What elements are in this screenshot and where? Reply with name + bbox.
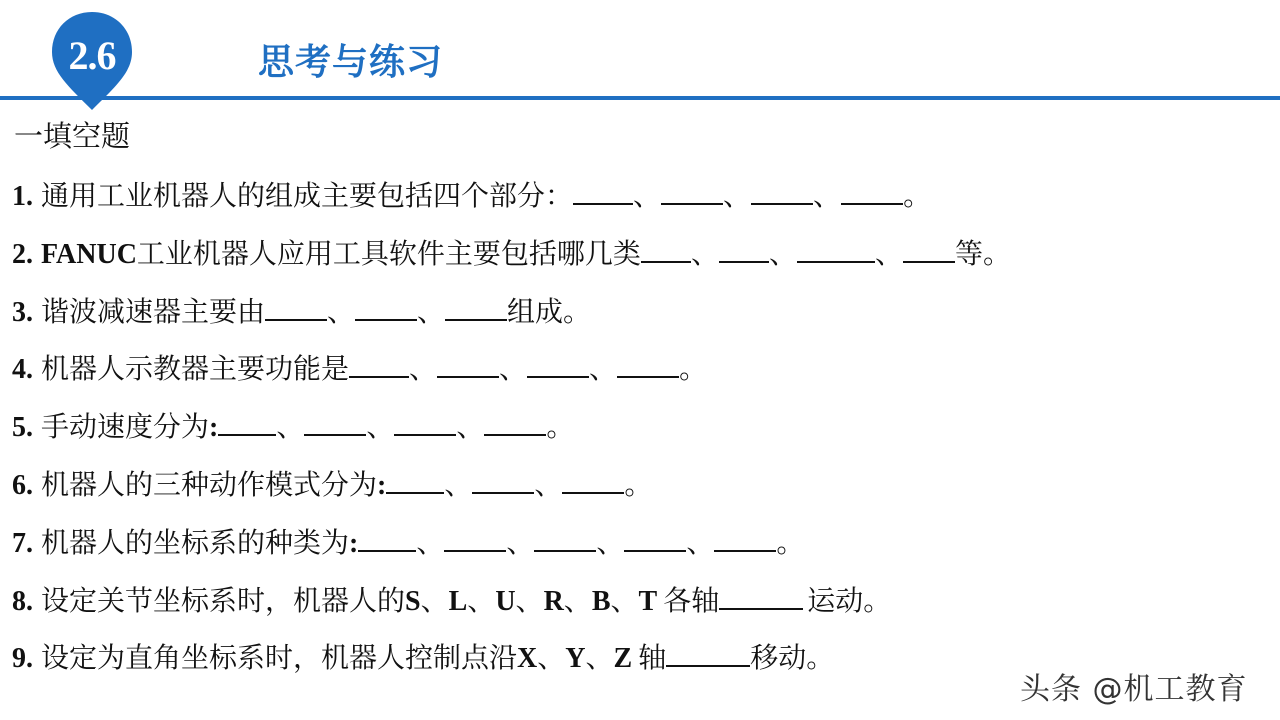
separator: 、 [366, 410, 395, 444]
question-text: 谐波减速器主要由 [41, 294, 266, 328]
separator: 。 [679, 352, 708, 386]
question-number: 7. [12, 527, 33, 559]
answer-blank[interactable] [527, 348, 589, 378]
page-title: 思考与练习 [258, 42, 444, 83]
answer-blank[interactable] [394, 406, 456, 436]
separator: 、 [768, 236, 797, 270]
answer-blank[interactable] [349, 348, 409, 378]
answer-blank[interactable] [304, 406, 366, 436]
answer-blank[interactable] [484, 406, 546, 436]
question-text: 设定为直角坐标系时，机器人控制点沿 [41, 641, 518, 675]
answer-blank[interactable] [666, 637, 750, 667]
question-text: 各轴 [663, 583, 720, 617]
axis-letter: X [517, 643, 538, 675]
question-text: 通用工业机器人的组成主要包括四个部分： [41, 179, 574, 212]
axis-letter: L [448, 585, 468, 617]
section-number: 2.6 [68, 33, 116, 78]
question-number: 2. [12, 238, 33, 270]
answer-blank[interactable] [714, 522, 776, 552]
axis-letter: B [591, 585, 611, 617]
separator: 、 [589, 352, 618, 386]
question-number: 5. [12, 412, 33, 444]
axis-letter: U [495, 585, 516, 617]
separator: 、 [874, 236, 903, 270]
question-text: 移动。 [750, 641, 835, 675]
separator: 、 [686, 525, 715, 559]
question-5 [12, 406, 1272, 464]
answer-blank[interactable] [641, 233, 691, 263]
answer-blank[interactable] [719, 580, 803, 610]
answer-blank[interactable] [437, 348, 499, 378]
separator: 、 [467, 583, 496, 617]
header-divider [0, 96, 1280, 100]
section-heading: 一填空题 [14, 119, 131, 153]
separator: 、 [813, 179, 842, 212]
section-number-badge [50, 10, 134, 110]
question-number: 9. [12, 643, 33, 675]
answer-blank[interactable] [624, 522, 686, 552]
axis-letter: S [405, 585, 421, 617]
separator: 、 [456, 410, 485, 444]
separator: 、 [420, 583, 449, 617]
separator: 。 [776, 525, 805, 559]
separator: 、 [723, 179, 752, 212]
question-6 [12, 464, 1272, 522]
separator: 、 [417, 294, 446, 328]
question-7 [12, 522, 1272, 580]
answer-blank[interactable] [472, 464, 534, 494]
question-number: 1. [12, 181, 33, 212]
answer-blank[interactable] [386, 464, 444, 494]
question-8 [12, 580, 1272, 638]
colon: : [349, 527, 359, 559]
answer-blank[interactable] [797, 233, 875, 263]
separator: 、 [633, 179, 662, 212]
question-2 [12, 233, 1272, 291]
question-text: 机器人的三种动作模式分为 [41, 467, 378, 501]
separator: 、 [610, 583, 639, 617]
question-text: 工业机器人应用工具软件主要包括哪几类 [136, 236, 641, 270]
separator: 、 [690, 236, 719, 270]
question-text: 运动。 [807, 583, 892, 617]
answer-blank[interactable] [751, 175, 813, 205]
question-text: FANUC [41, 238, 137, 270]
question-number: 6. [12, 469, 33, 501]
separator: 、 [537, 641, 566, 675]
separator: 、 [409, 352, 438, 386]
question-3 [12, 291, 1272, 349]
separator: 、 [515, 583, 544, 617]
separator: 。 [903, 179, 932, 212]
answer-blank[interactable] [617, 348, 679, 378]
separator: 。 [624, 467, 653, 501]
question-text: 等。 [954, 236, 1011, 270]
axis-letter: Y [565, 643, 586, 675]
colon: : [377, 469, 387, 501]
separator: 、 [276, 410, 305, 444]
question-text: 组成。 [507, 294, 592, 328]
axis-letter: T [638, 585, 658, 617]
answer-blank[interactable] [265, 291, 327, 321]
answer-blank[interactable] [445, 291, 507, 321]
colon: : [209, 412, 219, 444]
question-text: 设定关节坐标系时，机器人的 [41, 583, 406, 617]
answer-blank[interactable] [355, 291, 417, 321]
separator: 、 [499, 352, 528, 386]
answer-blank[interactable] [534, 522, 596, 552]
question-1 [12, 175, 1272, 233]
question-text: 轴 [638, 641, 667, 675]
separator: 、 [416, 525, 445, 559]
separator: 、 [534, 467, 563, 501]
separator: 、 [444, 467, 473, 501]
question-number: 3. [12, 296, 33, 328]
separator: 、 [585, 641, 614, 675]
question-4 [12, 348, 1272, 406]
answer-blank[interactable] [903, 233, 955, 263]
axis-letter: Z [613, 643, 633, 675]
answer-blank[interactable] [562, 464, 624, 494]
separator: 、 [596, 525, 625, 559]
answer-blank[interactable] [661, 175, 723, 205]
axis-letter: R [543, 585, 564, 617]
question-number: 8. [12, 585, 33, 617]
separator: 、 [563, 583, 592, 617]
question-text: 手动速度分为 [41, 410, 210, 444]
answer-blank[interactable] [444, 522, 506, 552]
answer-blank[interactable] [841, 175, 903, 205]
separator: 、 [506, 525, 535, 559]
answer-blank[interactable] [719, 233, 769, 263]
separator: 、 [327, 294, 356, 328]
answer-blank[interactable] [573, 175, 633, 205]
question-list [12, 175, 1272, 695]
question-number: 4. [12, 354, 33, 386]
separator: 。 [546, 410, 575, 444]
answer-blank[interactable] [358, 522, 416, 552]
answer-blank[interactable] [218, 406, 276, 436]
watermark: 头条 @机工教育 [1020, 672, 1248, 707]
question-text: 机器人示教器主要功能是 [41, 352, 350, 386]
question-text: 机器人的坐标系的种类为 [41, 525, 350, 559]
